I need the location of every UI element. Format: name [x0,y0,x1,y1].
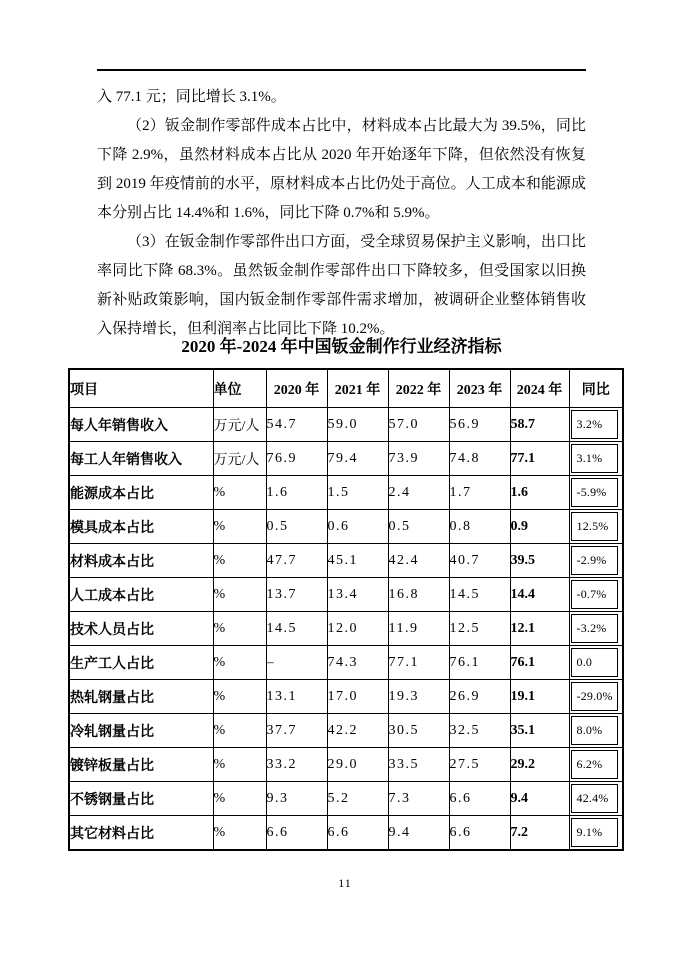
cell-yoy [569,408,623,442]
table-row [69,680,623,714]
cell-yoy [569,816,623,851]
cell-value: – [266,646,327,680]
cell-value: 42.4 [388,544,449,578]
cell-unit: % [213,476,266,510]
column-header: 2022 年 [388,369,449,408]
cell-value: 17.0 [327,680,388,714]
cell-value: 0.9 [510,510,569,544]
cell-value: 1.5 [327,476,388,510]
table-title: 2020 年-2024 年中国钣金制作行业经济指标 [181,337,502,356]
yoy-value-box: -3.2% [571,614,619,643]
cell-value: 19.3 [388,680,449,714]
cell-value: 30.5 [388,714,449,748]
table-row [69,510,623,544]
cell-value: 14.5 [266,612,327,646]
column-header: 2020 年 [266,369,327,408]
cell-item: 其它材料占比 [69,816,213,851]
cell-value: 27.5 [449,748,510,782]
cell-value: 29.0 [327,748,388,782]
yoy-value-box: 3.2% [571,410,619,439]
cell-yoy [569,510,623,544]
column-header: 项目 [69,369,213,408]
cell-unit: % [213,680,266,714]
cell-value: 13.7 [266,578,327,612]
body-text [97,83,586,344]
cell-item: 不锈钢量占比 [69,782,213,816]
cell-value: 59.0 [327,408,388,442]
yoy-value-box: -5.9% [571,478,619,507]
cell-value: 37.7 [266,714,327,748]
cell-value: 14.5 [449,578,510,612]
table-header-row [69,369,623,408]
cell-yoy [569,578,623,612]
cell-value: 73.9 [388,442,449,476]
table-row [69,782,623,816]
cell-unit: % [213,714,266,748]
cell-value: 6.6 [327,816,388,851]
paragraph-continuation: 入 77.1 元；同比增长 3.1%。 [97,89,286,105]
cell-value: 33.2 [266,748,327,782]
cell-value: 6.6 [449,816,510,851]
paragraph-export: （3）在钣金制作零部件出口方面，受全球贸易保护主义影响，出口比率同比下降 68.3%。虽然钣金制作零部件出口下降较多，但受国家以旧换新补贴政策影响，国内钣金制作零部件需求增加，被调研企业整体销售收入保持增长，但利润率占比同比下降 10.2%。 [97,234,586,337]
cell-yoy [569,476,623,510]
cell-unit: % [213,646,266,680]
cell-item: 热轧钢量占比 [69,680,213,714]
table-row [69,714,623,748]
cell-value: 77.1 [388,646,449,680]
cell-value: 76.1 [510,646,569,680]
cell-item: 模具成本占比 [69,510,213,544]
paragraph-cost-share: （2）钣金制作零部件成本占比中，材料成本占比最大为 39.5%，同比下降 2.9%，虽然材料成本占比从 2020 年开始逐年下降，但依然没有恢复到 2019 年疫情前的水平，原材料成本占比仍处于高位。人工成本和能源成本分别占比 14.4%和 1.6%，同比下降 0.7%和 5.9%。 [97,118,586,221]
cell-item: 能源成本占比 [69,476,213,510]
cell-item: 每工人年销售收入 [69,442,213,476]
yoy-value-box: 3.1% [571,444,619,473]
cell-value: 54.7 [266,408,327,442]
cell-unit: % [213,748,266,782]
cell-value: 74.3 [327,646,388,680]
cell-value: 76.1 [449,646,510,680]
cell-item: 镀锌板量占比 [69,748,213,782]
cell-unit: % [213,816,266,851]
cell-value: 58.7 [510,408,569,442]
cell-value: 5.2 [327,782,388,816]
cell-value: 0.8 [449,510,510,544]
cell-value: 13.1 [266,680,327,714]
cell-value: 74.8 [449,442,510,476]
yoy-value-box: 0.0 [571,648,619,677]
table-row [69,612,623,646]
yoy-value-box: 8.0% [571,716,619,745]
cell-value: 79.4 [327,442,388,476]
yoy-value-box: 42.4% [571,784,619,813]
cell-value: 56.9 [449,408,510,442]
cell-value: 42.2 [327,714,388,748]
cell-value: 12.1 [510,612,569,646]
cell-value: 39.5 [510,544,569,578]
cell-value: 12.5 [449,612,510,646]
cell-value: 9.4 [510,782,569,816]
cell-value: 57.0 [388,408,449,442]
cell-value: 2.4 [388,476,449,510]
cell-value: 76.9 [266,442,327,476]
cell-item: 每人年销售收入 [69,408,213,442]
cell-unit: % [213,510,266,544]
column-header: 同比 [569,369,623,408]
yoy-value-box: 12.5% [571,512,619,541]
cell-value: 11.9 [388,612,449,646]
cell-item: 人工成本占比 [69,578,213,612]
cell-value: 7.2 [510,816,569,851]
cell-yoy [569,748,623,782]
cell-value: 26.9 [449,680,510,714]
cell-value: 35.1 [510,714,569,748]
cell-unit: 万元/人 [213,442,266,476]
cell-value: 32.5 [449,714,510,748]
cell-item: 冷轧钢量占比 [69,714,213,748]
table-row [69,476,623,510]
cell-value: 14.4 [510,578,569,612]
table-row [69,748,623,782]
cell-item: 生产工人占比 [69,646,213,680]
table-row [69,544,623,578]
yoy-value-box: -29.0% [571,682,619,711]
cell-value: 1.7 [449,476,510,510]
cell-yoy [569,612,623,646]
page-number: 11 [338,876,352,890]
cell-yoy [569,646,623,680]
column-header: 2023 年 [449,369,510,408]
header-rule [97,69,586,71]
cell-value: 6.6 [266,816,327,851]
cell-yoy [569,680,623,714]
cell-unit: 万元/人 [213,408,266,442]
column-header: 2021 年 [327,369,388,408]
cell-value: 33.5 [388,748,449,782]
cell-value: 77.1 [510,442,569,476]
yoy-value-box: 6.2% [571,750,619,779]
economic-indicators-table [68,368,624,851]
cell-value: 19.1 [510,680,569,714]
cell-unit: % [213,612,266,646]
cell-value: 6.6 [449,782,510,816]
table-row [69,646,623,680]
cell-value: 9.3 [266,782,327,816]
column-header: 单位 [213,369,266,408]
table-row [69,578,623,612]
cell-value: 29.2 [510,748,569,782]
cell-value: 0.5 [388,510,449,544]
table-row [69,442,623,476]
yoy-value-box: -0.7% [571,580,619,609]
cell-value: 0.6 [327,510,388,544]
yoy-value-box: 9.1% [571,818,619,847]
cell-yoy [569,544,623,578]
cell-value: 13.4 [327,578,388,612]
cell-value: 16.8 [388,578,449,612]
cell-value: 12.0 [327,612,388,646]
cell-unit: % [213,578,266,612]
cell-value: 9.4 [388,816,449,851]
column-header: 2024 年 [510,369,569,408]
table-row [69,408,623,442]
cell-item: 技术人员占比 [69,612,213,646]
cell-value: 47.7 [266,544,327,578]
cell-value: 40.7 [449,544,510,578]
cell-yoy [569,714,623,748]
cell-yoy [569,782,623,816]
cell-value: 45.1 [327,544,388,578]
cell-value: 7.3 [388,782,449,816]
cell-yoy [569,442,623,476]
table-body [69,408,623,851]
cell-item: 材料成本占比 [69,544,213,578]
cell-value: 1.6 [266,476,327,510]
cell-unit: % [213,544,266,578]
table-row [69,816,623,851]
cell-unit: % [213,782,266,816]
cell-value: 1.6 [510,476,569,510]
cell-value: 0.5 [266,510,327,544]
yoy-value-box: -2.9% [571,546,619,575]
